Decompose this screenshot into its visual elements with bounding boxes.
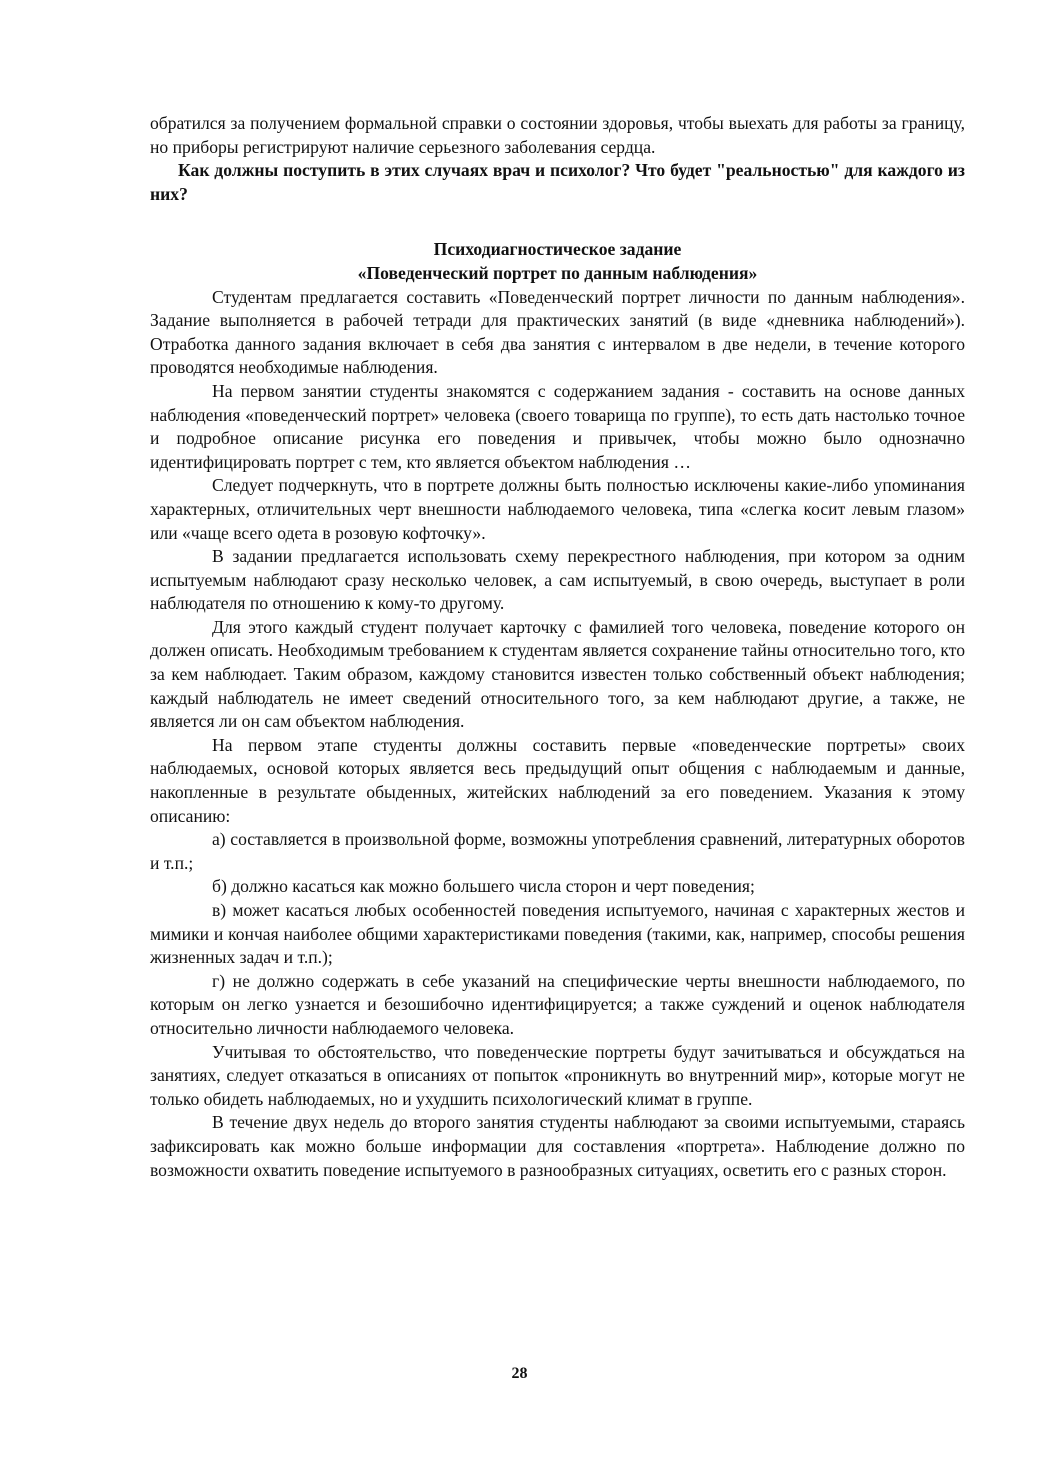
list-item-a: а) составляется в произвольной форме, возможны употребления сравнений, литературных оборотов и т.п.; <box>150 829 965 873</box>
paragraph-1: Студентам предлагается составить «Поведенческий портрет личности по данным наблюдения». Задание выполняется в рабочей тетради для практических занятий (в виде «дневника наблюдений»). Отработка данного задания включает в себя два занятия с интервалом в две недели, в течение которого проводятся необходимые наблюдения. <box>150 286 965 378</box>
paragraph-6: На первом этапе студенты должны составить первые «поведенческие портреты» своих наблюдаемых, основой которых является весь предыдущий опыт общения с наблюдаемым и данные, накопленные в результате обыденных, житейских наблюдений за его поведением. Указания к этому описанию: <box>150 734 965 826</box>
intro-continuation: обратился за получением формальной справки о состоянии здоровья, чтобы выехать для работы за границу, но приборы регистрируют наличие серьезного заболевания сердца. <box>150 113 965 157</box>
paragraph-4: В задании предлагается использовать схему перекрестного наблюдения, при котором за одним испытуемым наблюдают сразу несколько человек, а сам испытуемый, в свою очередь, выступает в роли наблюдателя по отношению к кому-то другому. <box>150 546 965 614</box>
paragraph-5: Для этого каждый студент получает карточку с фамилией того человека, поведение которого он должен описать. Необходимым требованием к студентам является сохранение тайны относительно того, кто за кем наблюдает. Таким образом, каждому становится известен только собственный объект наблюдения; каждый наблюдатель не имеет сведений относительного того, за кем наблюдают другие, а также, не является ли он сам объектом наблюдения. <box>150 616 965 732</box>
page-number: 28 <box>511 1365 528 1382</box>
case-question: Как должны поступить в этих случаях врач и психолог? Что будет "реальностью" для каждого из них? <box>150 160 965 204</box>
paragraph-8: В течение двух недель до второго занятия студенты наблюдают за своими испытуемыми, стараясь зафиксировать как можно больше информации для составления «портрета». Наблюдение должно по возможности охватить поведение испытуемого в разнообразных ситуациях, осветить его с разных сторон. <box>150 1112 965 1180</box>
paragraph-3: Следует подчеркнуть, что в портрете должны быть полностью исключены какие-либо упоминания характерных, отличительных черт внешности наблюдаемого человека, типа «слегка косит левым глазом» или «чаще всего одета в розовую кофточку». <box>150 475 965 543</box>
paragraph-7: Учитывая то обстоятельство, что поведенческие портреты будут зачитываться и обсуждаться на занятиях, следует отказаться в описаниях от попыток «проникнуть во внутренний мир», которые могут не только обидеть наблюдаемых, но и ухудшить психологический климат в группе. <box>150 1041 965 1109</box>
paragraph-2: На первом занятии студенты знакомятся с содержанием задания - составить на основе данных наблюдения «поведенческий портрет» человека (своего товарища по группе), то есть дать настолько точное и подробное описание рисунка его поведения и привычек, чтобы можно было однозначно идентифицировать портрет с тем, кто является объектом наблюдения … <box>150 380 965 472</box>
list-item-b: б) должно касаться как можно большего числа сторон и черт поведения; <box>212 876 755 897</box>
document-page <box>150 112 965 1182</box>
section-subtitle: «Поведенческий портрет по данным наблюдения» <box>357 262 758 283</box>
list-item-c: в) может касаться любых особенностей поведения испытуемого, начиная с характерных жестов и мимики и кончая наиболее общими характеристиками поведения (такими, как, например, способы решения жизненных задач и т.п.); <box>150 900 965 968</box>
section-title: Психодиагностическое задание <box>433 239 682 260</box>
list-item-d: г) не должно содержать в себе указаний на специфические черты внешности наблюдаемого, по которым он легко узнается и безошибочно идентифицируется; а также суждений и оценок наблюдателя относительно личности наблюдаемого человека. <box>150 970 965 1038</box>
